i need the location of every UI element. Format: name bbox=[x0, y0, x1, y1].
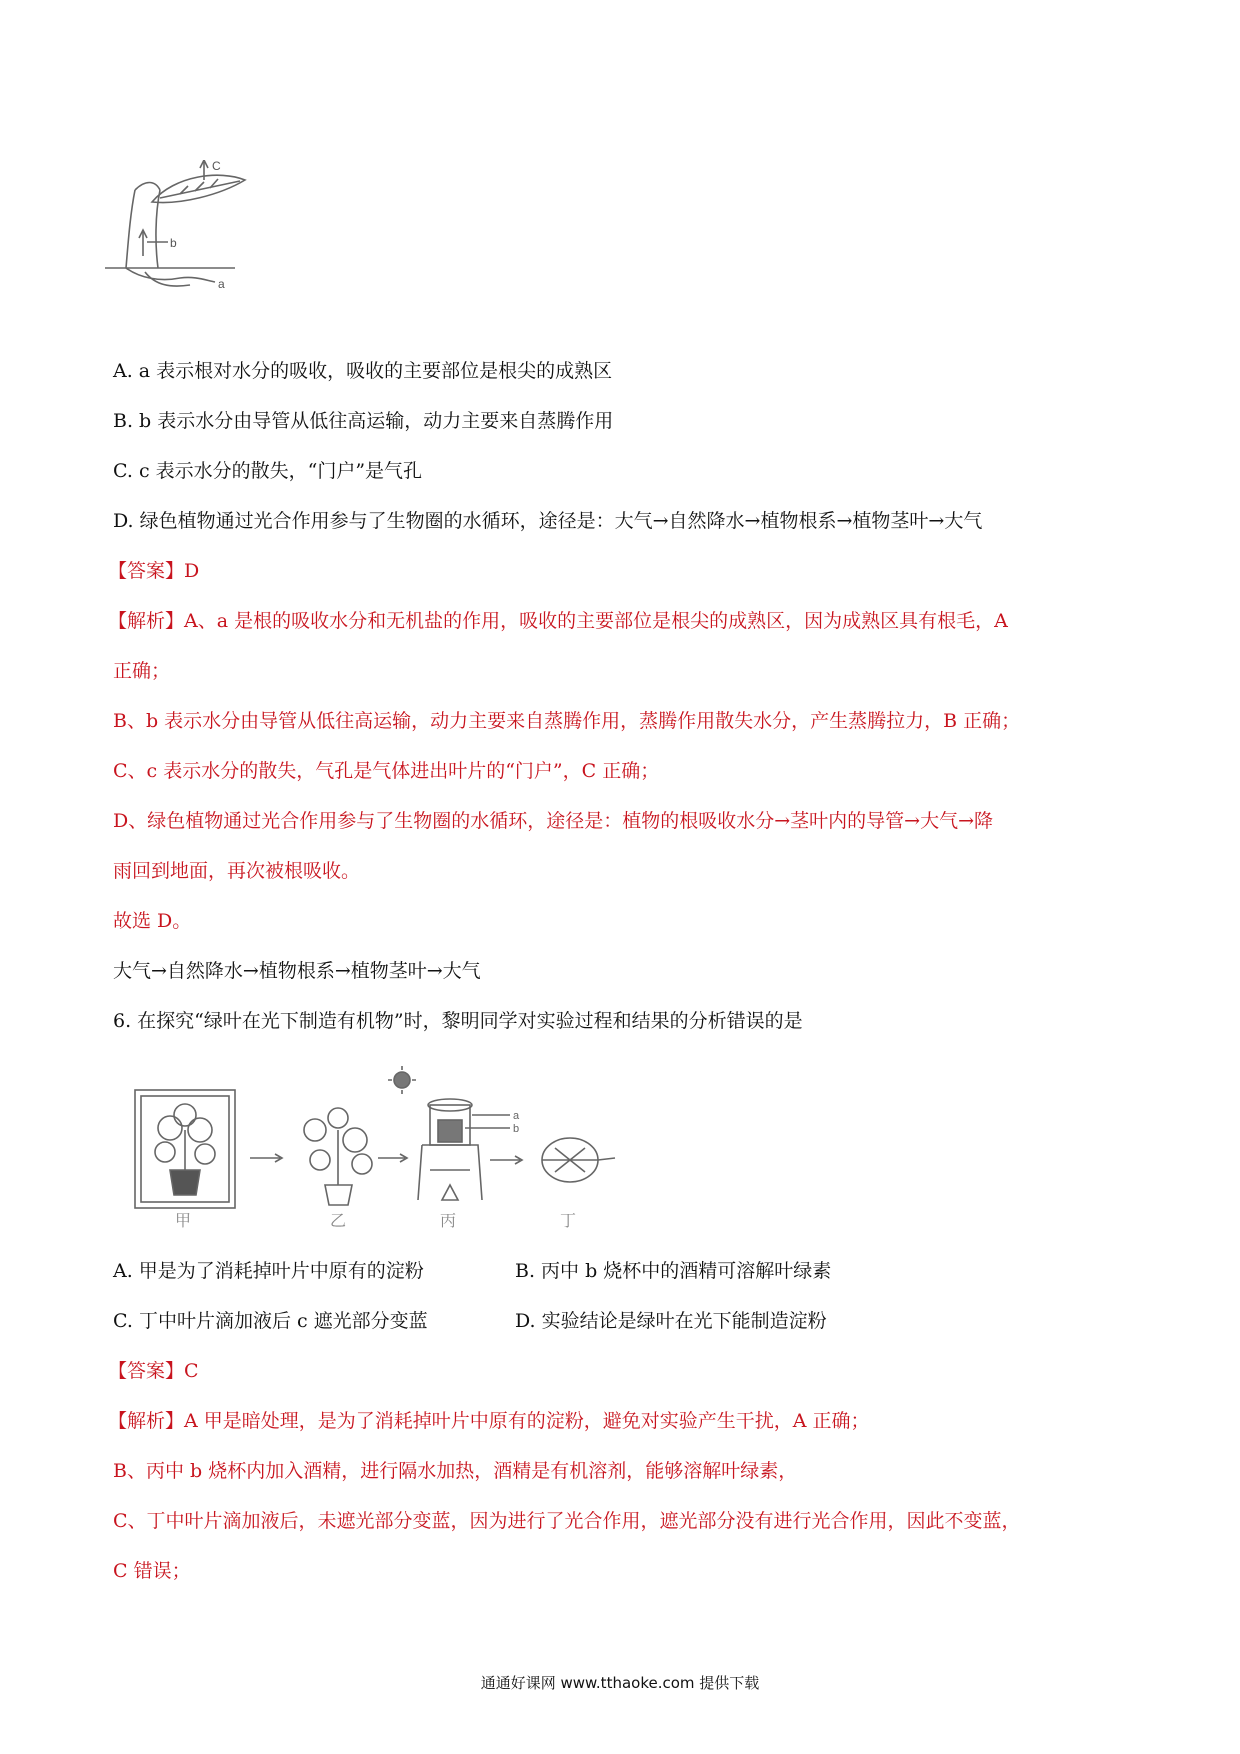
label-a: a bbox=[218, 277, 225, 291]
label-b: b bbox=[513, 1123, 520, 1135]
label-a: a bbox=[513, 1110, 520, 1122]
q5-option-d: D. 绿色植物通过光合作用参与了生物圈的水循环，途径是：大气→自然降水→植物根系→植物茎叶→大气 bbox=[113, 510, 983, 532]
label-ding: 丁 bbox=[560, 1211, 577, 1230]
q5-analysis-line1 bbox=[108, 608, 1008, 634]
q6-analysis-line3: C、丁中叶片滴加液后，未遮光部分变蓝，因为进行了光合作用，遮光部分没有进行光合作用，因此不变蓝， bbox=[113, 1510, 1021, 1532]
q5-option-b: B. b 表示水分由导管从低往高运输，动力主要来自蒸腾作用 bbox=[113, 410, 614, 432]
q5-analysis-line2: 正确； bbox=[113, 660, 171, 682]
q6-option-d: D. 实验结论是绿叶在光下能制造淀粉 bbox=[515, 1310, 827, 1332]
q5-choice: 故选 D。 bbox=[113, 910, 192, 932]
q6-analysis-label: 【解析】 bbox=[108, 1410, 185, 1432]
q6-analysis-line2: B、丙中 b 烧杯内加入酒精，进行隔水加热，酒精是有机溶剂，能够溶解叶绿素， bbox=[113, 1460, 798, 1482]
q6-answer: 【答案】C bbox=[108, 1360, 199, 1382]
q5-answer: 【答案】D bbox=[108, 560, 200, 582]
q6-analysis-line1 bbox=[108, 1408, 870, 1434]
plant-water-figure bbox=[100, 160, 280, 335]
q6-option-a: A. 甲是为了消耗掉叶片中原有的淀粉 bbox=[113, 1260, 424, 1282]
label-jia: 甲 bbox=[175, 1211, 192, 1230]
q5-analysis-line5: D、绿色植物通过光合作用参与了生物圈的水循环，途径是：植物的根吸收水分→茎叶内的导管→大气→降 bbox=[113, 810, 993, 832]
q6-option-b: B. 丙中 b 烧杯中的酒精可溶解叶绿素 bbox=[515, 1260, 832, 1282]
q5-analysis-line4: C、c 表示水分的散失，气孔是气体进出叶片的“门户”，C 正确； bbox=[113, 760, 660, 782]
q5-option-a: A. a 表示根对水分的吸收，吸收的主要部位是根尖的成熟区 bbox=[113, 360, 613, 382]
label-bing: 丙 bbox=[440, 1211, 457, 1230]
q5-analysis-line6: 雨回到地面，再次被根吸收。 bbox=[113, 860, 361, 882]
label-b: b bbox=[170, 236, 177, 250]
q5-analysis-label: 【解析】 bbox=[108, 610, 185, 632]
experiment-figure bbox=[130, 1060, 670, 1230]
q6-analysis-line4: C 错误； bbox=[113, 1560, 191, 1582]
q5-analysis-text1: A、a 是根的吸收水分和无机盐的作用，吸收的主要部位是根尖的成熟区，因为成熟区具有根毛，A bbox=[184, 610, 1008, 632]
q6-option-c: C. 丁中叶片滴加液后 c 遮光部分变蓝 bbox=[113, 1310, 428, 1332]
label-yi: 乙 bbox=[330, 1211, 347, 1230]
label-c: C bbox=[212, 160, 221, 173]
q5-option-c: C. c 表示水分的散失，“门户”是气孔 bbox=[113, 460, 423, 482]
q5-analysis-line3: B、b 表示水分由导管从低往高运输，动力主要来自蒸腾作用，蒸腾作用散失水分，产生蒸腾拉力，B 正确； bbox=[113, 710, 1021, 732]
q5-extra: 大气→自然降水→植物根系→植物茎叶→大气 bbox=[113, 960, 481, 982]
q6-stem: 6. 在探究“绿叶在光下制造有机物”时，黎明同学对实验过程和结果的分析错误的是 bbox=[113, 1010, 803, 1032]
q6-analysis-text1: A 甲是暗处理，是为了消耗掉叶片中原有的淀粉，避免对实验产生干扰，A 正确； bbox=[184, 1410, 870, 1432]
page-footer: 通通好课网 www.tthaoke.com 提供下载 bbox=[480, 1674, 760, 1692]
